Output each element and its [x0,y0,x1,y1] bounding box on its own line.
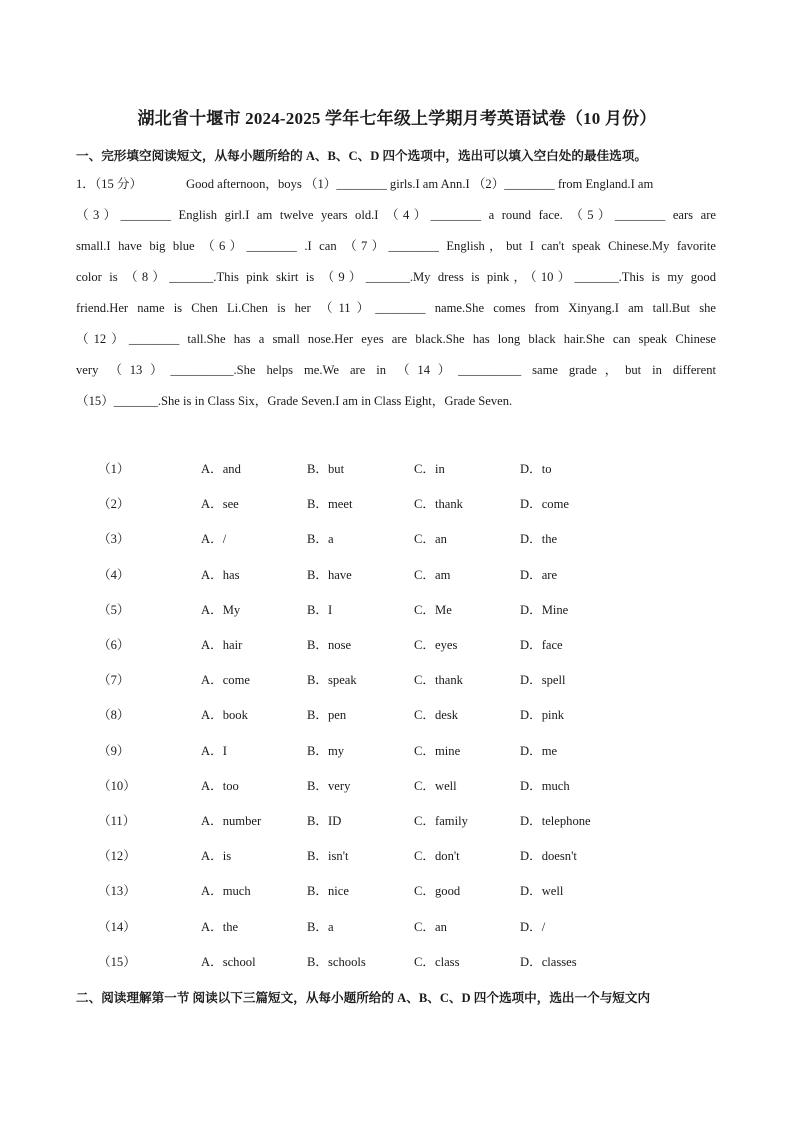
option-number: （2） [98,497,130,512]
option-c: C．mine [414,743,461,758]
option-d: D．me [520,743,558,758]
option-b: B．a [307,919,334,934]
passage-line-8: （15）_______.She is in Class Six，Grade Seven.I am in Class Eight，Grade Seven. [76,394,513,408]
option-c: C．an [414,532,447,547]
option-b: B．nose [307,638,352,652]
option-d: D．doesn't [520,849,577,864]
option-row [98,564,698,584]
option-d: D．face [520,638,563,652]
option-b: B．speak [307,673,357,688]
option-row [98,740,698,760]
option-c: C．well [414,778,457,793]
option-c: C．desk [414,708,459,723]
option-a: A．hair [201,638,243,652]
option-d: D．to [520,462,552,476]
option-a: A．book [201,708,248,723]
option-a: A．has [201,567,240,582]
option-b: B．I [307,602,333,617]
option-number: （5） [98,602,130,617]
option-row [98,810,698,830]
passage-line-4: color is （8）_______.This pink skirt is （9）_______.My dress is pink，（10）_______.This is my good [76,270,716,284]
option-b: B．pen [307,708,347,723]
option-d: D．classes [520,954,577,969]
option-d: D．/ [520,919,546,934]
option-d: D．come [520,497,569,512]
option-a: A．the [201,919,239,934]
option-a: A．/ [201,532,227,547]
option-number: （1） [98,462,130,476]
option-number: （11） [98,814,136,828]
option-number: （12） [98,849,136,864]
option-row [98,845,698,865]
option-row [98,493,698,513]
option-d: D．are [520,567,558,582]
passage-line-2: （3）________ English girl.I am twelve years old.I （4）________ a round face. （5）________ ears are [76,208,716,222]
option-a: A．I [201,743,227,758]
option-d: D．the [520,532,558,547]
option-number: （3） [98,532,130,547]
option-d: D．telephone [520,814,591,828]
option-number: （8） [98,708,130,723]
option-number: （7） [98,673,130,688]
option-number: （15） [98,954,136,969]
option-row [98,634,698,654]
option-number: （6） [98,638,130,652]
option-c: C．in [414,462,445,476]
option-b: B．my [307,743,345,758]
option-a: A．school [201,954,256,969]
section-1-heading: 一、完形填空阅读短文，从每小题所给的 A、B、C、D 四个选项中，选出可以填入空白处的最佳选项。 [76,149,647,163]
option-b: B．but [307,462,345,476]
option-b: B．schools [307,954,366,969]
option-number: （10） [98,778,136,793]
option-c: C．good [414,884,461,899]
option-c: C．family [414,814,468,828]
option-row [98,704,698,724]
option-number: （4） [98,567,130,582]
option-c: C．an [414,919,447,934]
option-d: D．pink [520,708,565,723]
option-c: C．am [414,567,451,582]
option-c: C．thank [414,497,463,512]
option-number: （13） [98,884,136,899]
option-a: A．and [201,462,241,476]
option-c: C．don't [414,849,460,864]
option-row [98,916,698,936]
option-b: B．nice [307,884,349,899]
option-b: B．isn't [307,849,349,864]
option-row [98,775,698,795]
option-number: （14） [98,919,136,934]
option-c: C．Me [414,602,452,617]
option-row [98,458,698,478]
option-a: A．number [201,814,262,828]
option-b: B．have [307,567,352,582]
option-a: A．is [201,849,232,864]
option-c: C．thank [414,673,463,688]
option-d: D．well [520,884,564,899]
passage-line-3: small.I have big blue （6）________ .I can （7）________ English，but I can't speak Chinese.My favorite [76,239,716,253]
exam-title: 湖北省十堰市 2024-2025 学年七年级上学期月考英语试卷（10 月份） [137,109,657,128]
option-a: A．My [201,602,241,617]
option-b: B．ID [307,814,342,828]
passage-line-5: friend.Her name is Chen Li.Chen is her （11）________ name.She comes from Xinyang.I am tall.But she [76,301,716,315]
question-label: 1．（15 分） [76,177,143,191]
option-row [98,951,698,971]
option-d: D．Mine [520,602,569,617]
passage-line-1: 1．（15 分） Good afternoon，boys （1）________ girls.I am Ann.I （2）________ from England.I am [76,169,718,200]
option-a: A．much [201,884,251,899]
option-row [98,880,698,900]
option-b: B．meet [307,497,353,512]
option-b: B．a [307,532,334,547]
option-d: D．spell [520,673,566,688]
option-b: B．very [307,778,351,793]
option-c: C．class [414,954,460,969]
option-d: D．much [520,778,570,793]
option-number: （9） [98,743,130,758]
passage-line-7: very （13）__________.She helps me.We are in （14）__________ same grade，but in different [76,363,716,377]
cloze-passage [76,169,718,417]
option-a: A．too [201,778,239,793]
option-a: A．come [201,673,250,688]
passage-line-6: （12）________ tall.She has a small nose.Her eyes are black.She has long black hair.She can speak Chinese [76,332,716,346]
section-2-heading: 二、阅读理解第一节 阅读以下三篇短文，从每小题所给的 A、B、C、D 四个选项中，选出一个与短文内 [76,991,651,1005]
option-row [98,599,698,619]
option-row [98,669,698,689]
option-a: A．see [201,497,239,512]
option-c: C．eyes [414,638,458,652]
option-row [98,528,698,548]
